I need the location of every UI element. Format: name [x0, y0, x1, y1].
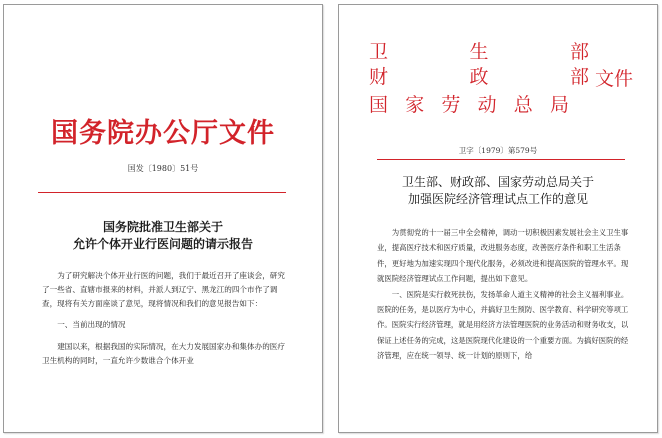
- document-body: [42, 269, 285, 368]
- header-char: 政: [469, 66, 489, 88]
- header-char: 总: [513, 94, 533, 116]
- header-char: 国: [369, 94, 389, 116]
- document-header: 国务院办公厅文件: [51, 118, 275, 149]
- body-paragraph: 建国以来，根据我国的实际情况，在大力发展国家办和集体办的医疗卫生机构的同时，一直允许少数谁合个体开业: [42, 341, 285, 366]
- document-title-line-1: 国务院批准卫生部关于: [102, 220, 223, 234]
- document-number: 国发〔1980〕51号: [127, 164, 199, 173]
- document-title-line-1: 卫生部、财政部、国家劳动总局关于: [401, 175, 594, 189]
- header-row-labor-bureau: [369, 94, 569, 116]
- header-char: 部: [569, 66, 589, 88]
- header-char: 局: [549, 94, 569, 116]
- document-page-left: [3, 4, 323, 433]
- document-title-line-2: 允许个体开业行医问题的请示报告: [72, 237, 253, 251]
- red-divider-line: [377, 159, 625, 160]
- header-char: 生: [469, 41, 489, 63]
- header-row-ministry-of-finance: [369, 66, 589, 88]
- document-body: [377, 225, 629, 364]
- document-number: 卫字〔1979〕第579号: [458, 146, 538, 155]
- header-char: 劳: [441, 94, 461, 116]
- header-char: 动: [477, 94, 497, 116]
- red-divider-line: [38, 192, 286, 193]
- header-char: 部: [569, 41, 589, 63]
- body-paragraph: 一、医院是实行救死扶伤，发扬革命人道主义精神的社会主义福利事业。医院的任务，是以医疗为中心，并搞好卫生预防、医学教育、科学研究等项工作。医院实行经济管理，就是用经济方法管理医院的业务活动和财务收支，以保证上述任务的完成，这是医院现代化建设的一个重要方面。为搞好医院的经济管理，应在统一领导、统一计划的原则下，给: [377, 289, 629, 361]
- header-char: 财: [369, 66, 389, 88]
- header-suffix: 文件: [595, 68, 634, 90]
- document-page-right: [338, 4, 658, 433]
- header-char: 卫: [369, 41, 389, 63]
- document-title-line-2: 加强医院经济管理试点工作的意见: [407, 192, 588, 206]
- body-paragraph: 为贯彻党的十一届三中全会精神，调动一切积极因素发展社会主义卫生事业，提高医疗技术和医疗质量，改进服务态度，改善医疗条件和职工生活条件，更好地为加速实现四个现代化服务，必须改进和提高医院的管理水平。现就医院经济管理试点工作问题，提出如下意见。: [377, 228, 629, 284]
- document-title: [4, 219, 322, 253]
- header-char: 家: [405, 94, 425, 116]
- body-paragraph: 为了研究解决个体开业行医的问题，我们于最近召开了座谈会，研究了一些省、直辖市报来的材料，并派人到辽宁、黑龙江的四个市作了调查，现将有关方面座谈了意见，现将情况和我们的意见报告如下：: [42, 271, 285, 309]
- section-heading: 一、当前出现的情况: [57, 319, 126, 329]
- document-title: [339, 174, 657, 208]
- header-row-ministry-of-health: [369, 41, 589, 63]
- joint-document-header: [369, 41, 654, 123]
